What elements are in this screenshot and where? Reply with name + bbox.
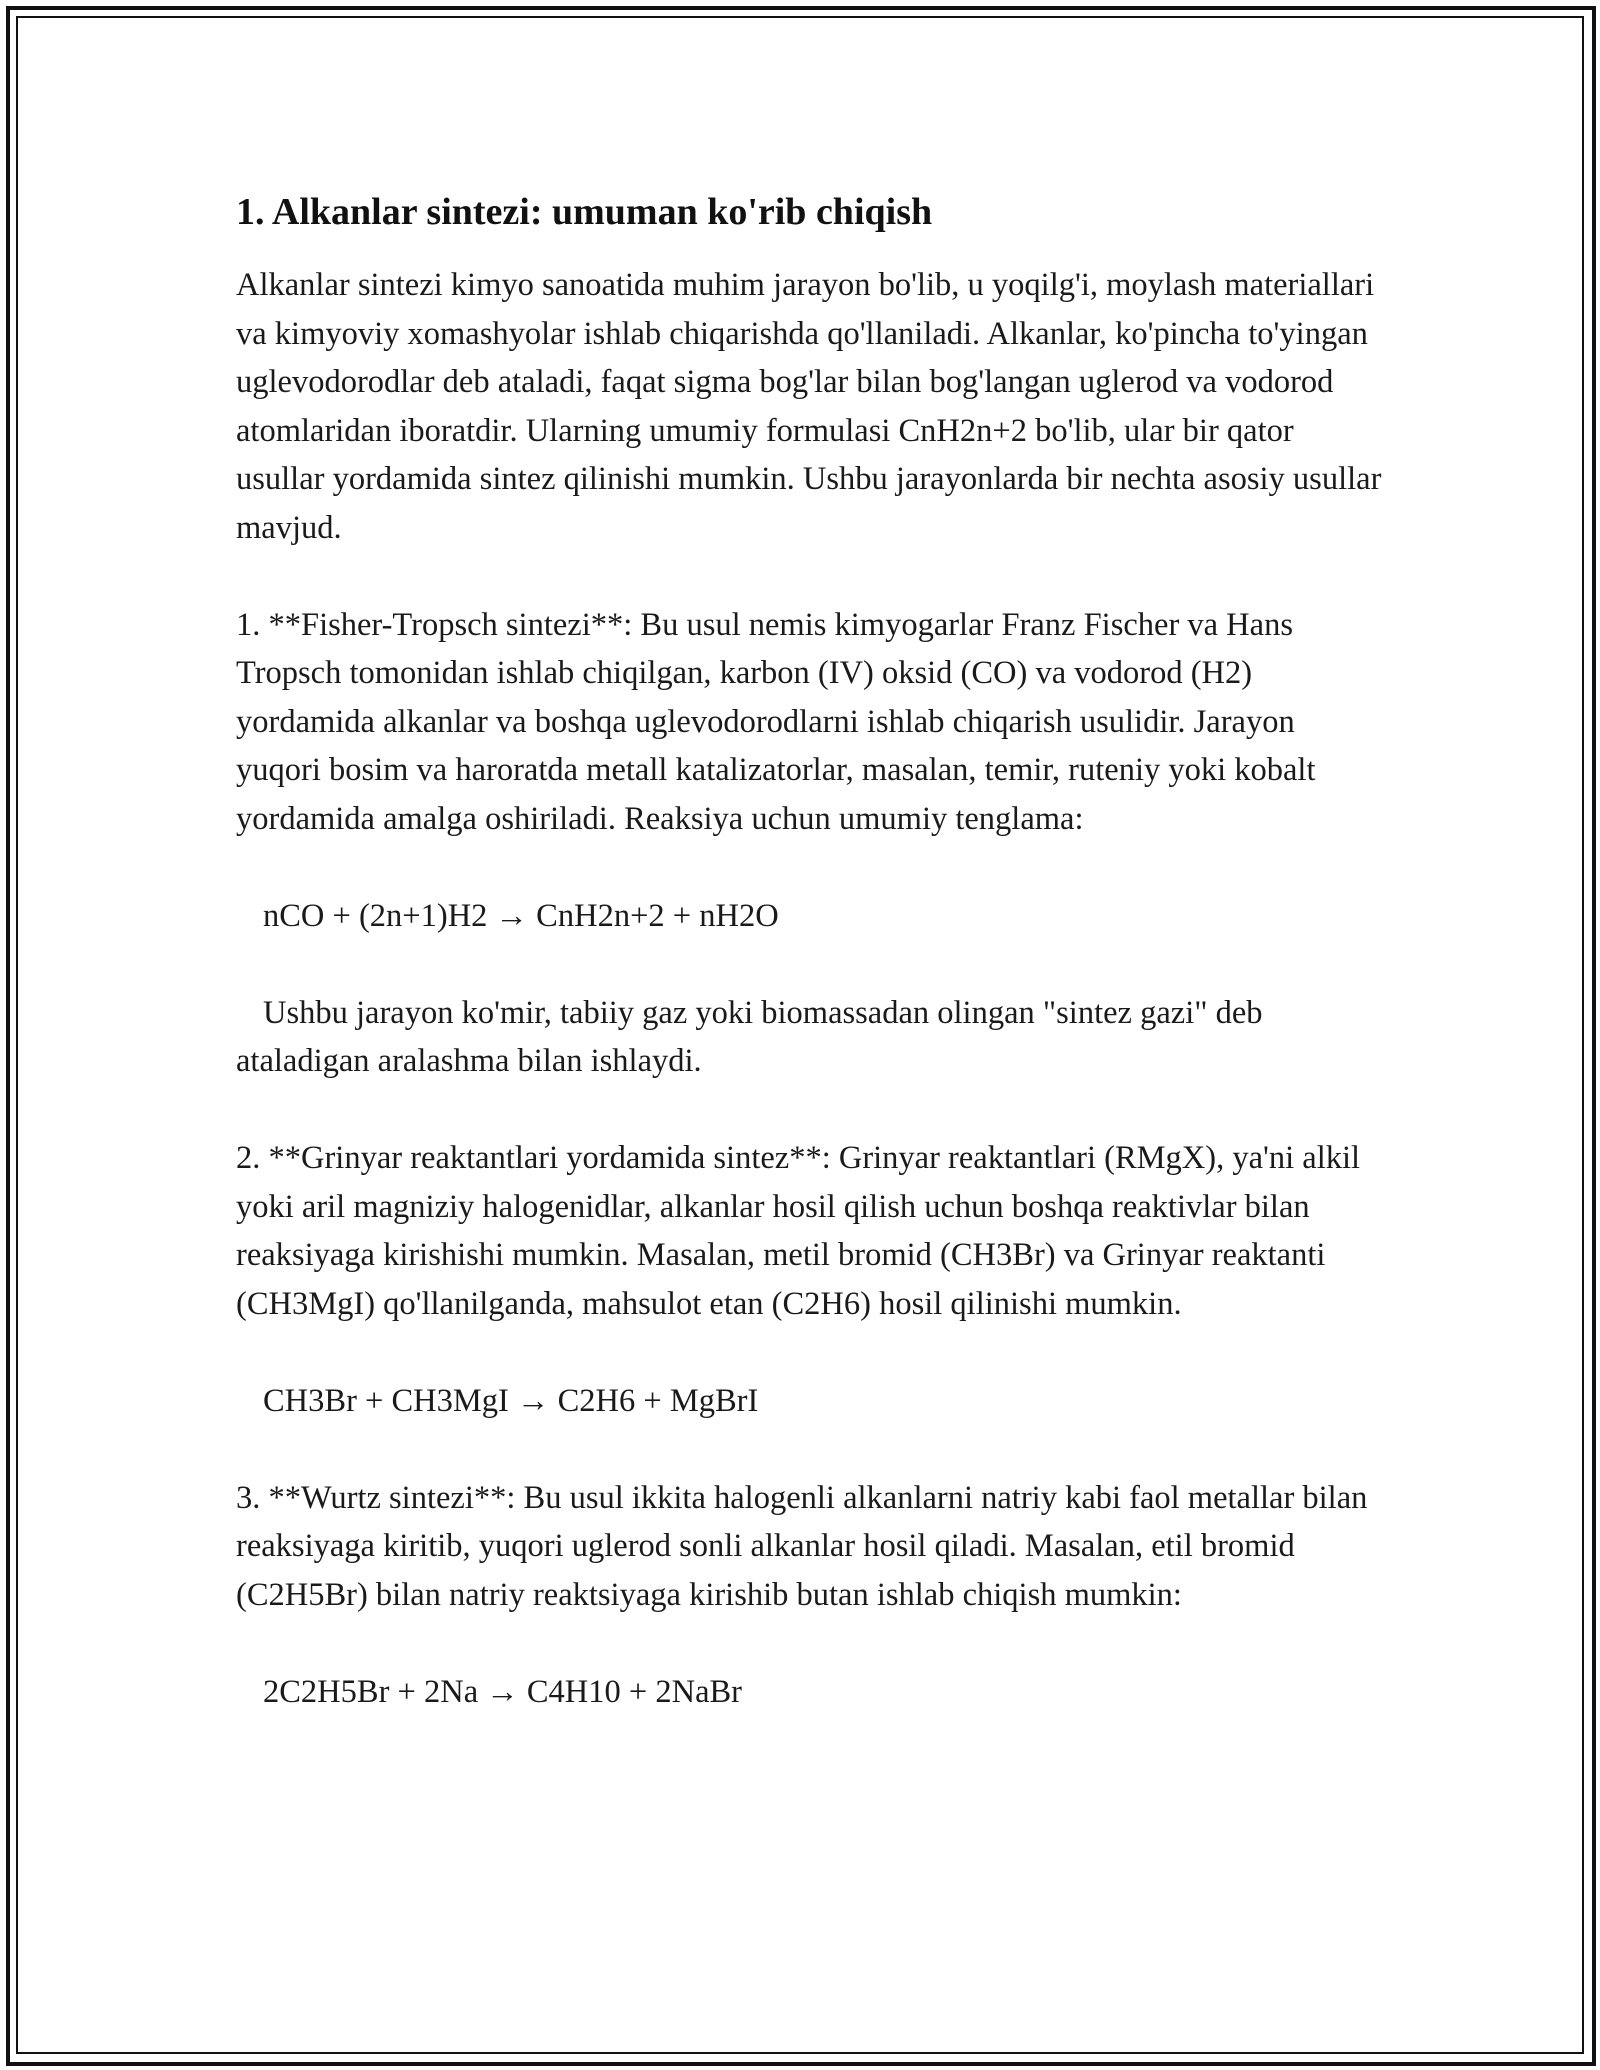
grignard-paragraph: 2. **Grinyar reaktantlari yordamida sintez**: Grinyar reaktantlari (RMgX), ya'ni alkil yoki aril magniziy halogenidlar, alkanlar hosil qilish uchun boshqa reaktivlar bilan reaksiyaga kirishishi mumkin. Masalan, metil bromid (CH3Br) va Grinyar reaktanti (CH3MgI) qo'llanilganda, mahsulot etan (C2H6) hosil qilinishi mumkin. [236,1140,1361,1322]
wurtz-paragraph: 3. **Wurtz sintezi**: Bu usul ikkita halogenli alkanlarni natriy kabi faol metallar bilan reaksiyaga kiritib, yuqori uglerod sonli alkanlar hosil qiladi. Masalan, etil bromid (C2H5Br) bilan natriy reaktsiyaga kirishib butan ishlab chiqish mumkin: [236,1479,1368,1613]
document-body [236,180,1386,1765]
section-title: 1. Alkanlar sintezi: umuman ko'rib chiqish [236,191,933,233]
grignard-equation: CH3Br + CH3MgI → C2H6 + MgBrI [263,1382,759,1419]
intro-paragraph: Alkanlar sintezi kimyo sanoatida muhim jarayon bo'lib, u yoqilg'i, moylash materiallari va kimyoviy xomashyolar ishlab chiqarishda qo'llaniladi. Alkanlar, ko'pincha to'yingan uglevodorodlar deb ataladi, faqat sigma bog'lar bilan bog'langan uglerod va vodorod atomlaridan iboratdir. Ularning umumiy formulasi CnH2n+2 bo'lib, ular bir qator usullar yordamida sintez qilinishi mumkin. Ushbu jarayonlarda bir nechta asosiy usullar mavjud. [236,267,1382,546]
synthesis-gas-paragraph: Ushbu jarayon ko'mir, tabiiy gaz yoki biomassadan olingan "sintez gazi" deb ataladigan aralashma bilan ishlaydi. [236,994,1263,1079]
fisher-tropsch-paragraph: 1. **Fisher-Tropsch sintezi**: Bu usul nemis kimyogarlar Franz Fischer va Hans Tropsch tomonidan ishlab chiqilgan, karbon (IV) oksid (CO) va vodorod (H2) yordamida alkanlar va boshqa uglevodorodlarni ishlab chiqarish usulidir. Jarayon yuqori bosim va haroratda metall katalizatorlar, masalan, temir, ruteniy yoki kobalt yordamida amalga oshiriladi. Reaksiya uchun umumiy tenglama: [236,606,1316,837]
fisher-tropsch-equation: nCO + (2n+1)H2 → CnH2n+2 + nH2O [263,897,779,934]
wurtz-equation: 2C2H5Br + 2Na → C4H10 + 2NaBr [263,1673,742,1710]
